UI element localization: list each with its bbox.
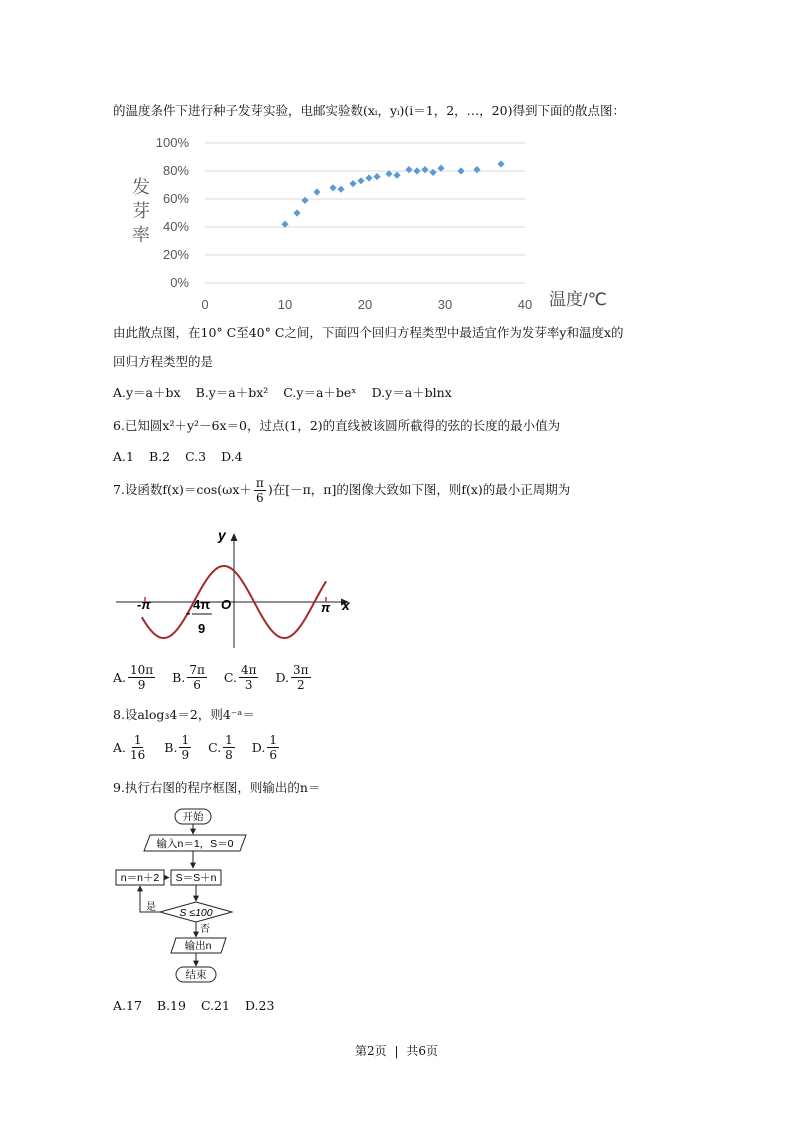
data-point xyxy=(349,180,356,187)
q6-option-d[interactable]: D.4 xyxy=(221,449,243,464)
q5-stem-line2: 回归方程类型的是 xyxy=(113,354,214,369)
q7-stem xyxy=(113,476,570,505)
q7-stem-fraction xyxy=(254,476,266,505)
flow-yes-label: 是 xyxy=(146,902,156,913)
mark-sign: - xyxy=(186,605,191,620)
y-axis-label xyxy=(132,177,150,245)
scatter-chart xyxy=(0,130,793,460)
y-tick-labels xyxy=(156,135,190,290)
option-fraction xyxy=(187,663,207,692)
frac-den: 6 xyxy=(269,748,277,762)
data-point xyxy=(313,188,320,195)
x-tick-label: 20 xyxy=(357,297,373,312)
flow-input-label: 输入n＝1，S＝0 xyxy=(156,838,234,850)
q8-option-d[interactable] xyxy=(252,733,281,762)
option-fraction xyxy=(267,733,279,762)
y-tick-label: 60% xyxy=(162,191,189,206)
q9-option-a[interactable]: A.17 xyxy=(113,998,142,1013)
chart-gridlines xyxy=(205,143,525,283)
x-tick-label: 10 xyxy=(277,297,293,312)
option-label: D. xyxy=(251,739,266,755)
q8-option-a[interactable] xyxy=(113,733,149,762)
y-tick-label: 100% xyxy=(155,135,189,150)
q7-option-d[interactable] xyxy=(275,663,312,692)
x-tick-label: 30 xyxy=(437,297,453,312)
frac-num: π xyxy=(255,476,264,490)
q7-option-b[interactable] xyxy=(172,663,209,692)
data-point xyxy=(413,167,420,174)
y-axis-arrow xyxy=(231,533,238,541)
frac-den: 8 xyxy=(225,748,233,762)
flow-no-label: 否 xyxy=(200,924,210,935)
q7-stem-part1: 7.设函数f(x)＝cos(ωx＋ xyxy=(113,482,252,497)
data-point xyxy=(421,166,428,173)
page-number: 第2页 xyxy=(355,1044,387,1058)
option-fraction xyxy=(128,733,147,762)
cosine-graph xyxy=(0,525,793,655)
q6-option-b[interactable]: B.2 xyxy=(148,449,171,464)
q6-stem: 6.已知圆x²＋y²－6x＝0，过点(1，2)的直线被该圆所截得的弦的长度的最小值为 xyxy=(113,418,561,433)
q8-option-b[interactable] xyxy=(164,733,193,762)
data-point xyxy=(301,197,308,204)
frac-den: 6 xyxy=(193,678,201,692)
data-point xyxy=(457,167,464,174)
y-tick-label: 0% xyxy=(170,275,189,290)
flow-end-label: 结束 xyxy=(185,969,207,981)
data-point xyxy=(429,169,436,176)
frac-num: 1 xyxy=(269,733,277,747)
frac-num: 1 xyxy=(225,733,233,747)
option-label: A. xyxy=(113,669,127,685)
frac-den: 9 xyxy=(137,678,146,692)
frac-den: 16 xyxy=(130,748,146,762)
y-axis-label-char: 发 xyxy=(132,177,150,197)
q7-option-a[interactable] xyxy=(113,663,157,692)
option-fraction xyxy=(128,663,155,692)
option-fraction xyxy=(291,663,311,692)
data-point xyxy=(497,160,504,167)
q5-stem-line1: 由此散点图，在10° C至40° C之间，下面四个回归方程类型中最适宜作为发芽率y和温度x的 xyxy=(113,325,624,340)
frac-num: 1 xyxy=(133,733,142,747)
option-label: B. xyxy=(164,739,178,755)
x-label: x xyxy=(342,597,350,613)
option-fraction xyxy=(223,733,235,762)
right-label: π xyxy=(321,600,331,615)
data-point xyxy=(405,166,412,173)
option-label: B. xyxy=(172,669,186,685)
q7-option-c[interactable] xyxy=(224,663,261,692)
q8-option-c[interactable] xyxy=(208,733,237,762)
data-point xyxy=(293,209,300,216)
x-tick-label: 0 xyxy=(201,297,209,312)
q8-options xyxy=(113,733,292,762)
data-point xyxy=(365,174,372,181)
footer-separator: | xyxy=(394,1044,399,1058)
option-fraction xyxy=(179,733,191,762)
option-label: A. xyxy=(113,739,127,755)
page-footer xyxy=(0,1042,793,1059)
y-axis-label-char: 率 xyxy=(132,225,150,245)
frac-den: 9 xyxy=(181,748,190,762)
intro-line: 的温度条件下进行种子发芽实验，电邮实验数(xᵢ，yᵢ)(i＝1，2，…，20)得到下面的散点图： xyxy=(113,103,625,118)
flow-update-s-label: S＝S＋n xyxy=(175,872,217,884)
y-tick-label: 20% xyxy=(162,247,189,262)
data-point xyxy=(329,184,336,191)
y-tick-label: 40% xyxy=(162,219,189,234)
flow-output-label: 输出n xyxy=(184,940,212,952)
q9-option-b[interactable]: B.19 xyxy=(156,998,186,1013)
q6-option-c[interactable]: C.3 xyxy=(185,449,207,464)
q6-option-a[interactable]: A.1 xyxy=(113,449,134,464)
y-axis-label-char: 芽 xyxy=(132,201,150,221)
frac-num: 1 xyxy=(181,733,190,747)
flow-condition-label: S ≤100 xyxy=(179,907,213,919)
option-label: C. xyxy=(223,669,237,685)
q5-option-d[interactable]: D.y＝a＋blnx xyxy=(371,385,452,400)
q9-option-c[interactable]: C.21 xyxy=(200,998,230,1013)
frac-num: 4π xyxy=(240,663,257,677)
option-fraction xyxy=(239,663,259,692)
origin-label: O xyxy=(221,597,232,612)
data-point xyxy=(473,166,480,173)
y-label: y xyxy=(218,527,226,543)
q9-options xyxy=(113,998,285,1014)
frac-den: 3 xyxy=(244,678,253,692)
option-label: C. xyxy=(208,739,222,755)
q5-options xyxy=(113,385,463,401)
option-label: D. xyxy=(275,669,290,685)
flow-start-label: 开始 xyxy=(182,811,204,823)
frac-den: 2 xyxy=(296,678,305,692)
frac-num: 10π xyxy=(130,663,154,677)
data-point xyxy=(337,186,344,193)
flow-update-n-label: n＝n＋2 xyxy=(120,872,160,884)
mark-den: 9 xyxy=(198,621,206,636)
y-tick-label: 80% xyxy=(162,163,189,178)
x-tick-label: 40 xyxy=(517,297,533,312)
frac-num: 3π xyxy=(293,663,309,677)
x-axis-label: 温度/℃ xyxy=(549,290,607,309)
q5-option-c[interactable]: C.y＝a＋beˣ xyxy=(283,385,357,400)
q6-options xyxy=(113,449,254,465)
page-total: 共6页 xyxy=(406,1044,438,1058)
q9-stem: 9.执行右图的程序框图，则输出的n＝ xyxy=(113,780,321,795)
data-point xyxy=(393,172,400,179)
flowchart xyxy=(0,805,793,985)
left-label: -π xyxy=(137,597,151,612)
q7-options xyxy=(113,663,324,692)
x-tick-labels xyxy=(201,297,532,312)
q8-stem: 8.设alog₃4＝2，则4⁻ᵃ＝ xyxy=(113,707,255,722)
mark-num: 4π xyxy=(193,597,211,612)
q9-option-d[interactable]: D.23 xyxy=(244,998,275,1013)
data-point xyxy=(357,177,364,184)
q5-option-b[interactable]: B.y＝a＋bx² xyxy=(195,385,269,400)
data-point xyxy=(373,173,380,180)
q5-option-a[interactable]: A.y＝a＋bx xyxy=(113,385,181,400)
frac-den: 6 xyxy=(256,491,264,505)
q7-stem-part2: )在[－π，π]的图像大致如下图，则f(x)的最小正周期为 xyxy=(267,482,571,497)
frac-num: 7π xyxy=(189,663,205,677)
